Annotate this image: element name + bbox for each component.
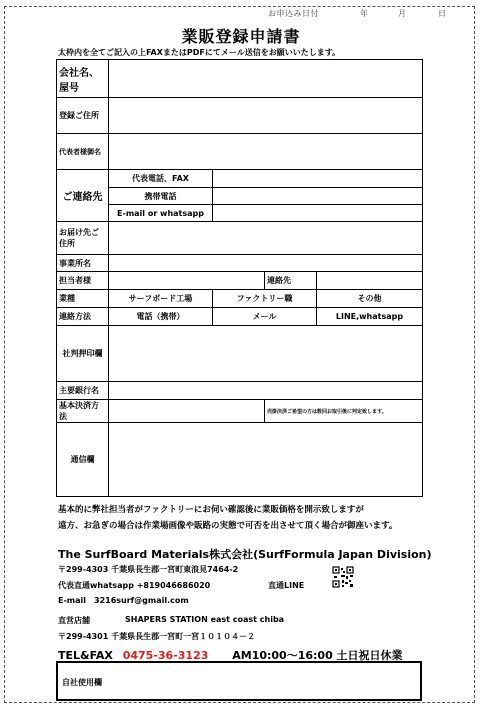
- contact-method-label: 連絡方法: [57, 308, 109, 326]
- company-seal-field[interactable]: [109, 326, 423, 382]
- date-label: お申込み日付: [268, 9, 319, 18]
- contact-method-line[interactable]: LINE,whatsapp: [317, 308, 423, 326]
- industry-label: 業種: [57, 290, 109, 308]
- company-name-field[interactable]: [109, 60, 423, 98]
- person-contact-field[interactable]: [317, 272, 423, 290]
- office-name-label: 事業所名: [57, 255, 109, 272]
- line-qr-code[interactable]: [332, 566, 354, 588]
- person-contact-label: 連絡先: [265, 272, 317, 290]
- application-form: [56, 59, 423, 497]
- payment-method-field[interactable]: [109, 400, 265, 423]
- representative-field[interactable]: [109, 134, 423, 170]
- main-bank-label: 主要銀行名: [57, 382, 109, 400]
- company-address: 〒299-4303 千葉県長生郡一宮町東浪見7464-2: [58, 565, 239, 574]
- notice-line-1: 基本的に弊社担当者がファクトリーにお伺い確認後に業販価格を開示致しますが: [58, 505, 364, 515]
- delivery-address-field[interactable]: [109, 222, 423, 255]
- company-email: E-mail 3216surf@gmail.com: [58, 596, 189, 605]
- store-label: 直営店舗: [58, 616, 90, 625]
- line-label: 直通LINE: [268, 581, 305, 590]
- page-title: 業販登録申請書: [181, 27, 301, 46]
- representative-label: 代表者様御名: [57, 134, 109, 170]
- person-in-charge-label: 担当者様: [57, 272, 109, 290]
- business-hours: AM10:00～16:00 土日祝日休業: [232, 649, 403, 662]
- main-phone-field[interactable]: [213, 170, 423, 188]
- delivery-address-label: お届け先ご 住所: [57, 222, 109, 255]
- contact-method-phone[interactable]: 電話（携帯）: [109, 308, 213, 326]
- month-label: 月: [398, 9, 407, 18]
- industry-option-other[interactable]: その他: [317, 290, 423, 308]
- year-label: 年: [360, 9, 369, 18]
- instructions: 太枠内を全てご記入の上FAXまたはPDFにてメール送信をお願いいたします。: [58, 48, 341, 57]
- contact-method-email[interactable]: メール: [213, 308, 317, 326]
- address-label: 登録ご住所: [57, 98, 109, 134]
- payment-method-label: 基本決済方法: [57, 400, 109, 423]
- inhouse-use-box: [56, 661, 422, 701]
- industry-option-board-factory[interactable]: サーフボード工場: [109, 290, 213, 308]
- email-field[interactable]: [213, 205, 423, 222]
- email-label: E-mail or whatsapp: [109, 205, 213, 222]
- address-field[interactable]: [109, 98, 423, 134]
- office-name-field[interactable]: [109, 255, 423, 272]
- communication-label: 通信欄: [57, 423, 109, 497]
- payment-note: 売掛決済ご希望の方は数回お取引後に判定致します。: [265, 400, 423, 423]
- tel-fax-number[interactable]: 0475-36-3123: [122, 649, 209, 662]
- industry-option-factory-worker[interactable]: ファクトリー職: [213, 290, 317, 308]
- inhouse-use-label: 自社使用欄: [62, 678, 102, 687]
- mobile-phone-label: 携帯電話: [109, 188, 213, 205]
- contact-label: ご連絡先: [57, 170, 109, 222]
- store-name: SHAPERS STATION east coast chiba: [125, 615, 285, 624]
- day-label: 日: [438, 9, 447, 18]
- person-in-charge-field[interactable]: [109, 272, 265, 290]
- main-bank-field[interactable]: [109, 382, 423, 400]
- communication-field[interactable]: [109, 423, 423, 497]
- company-name-label: 会社名、 屋号: [57, 60, 109, 98]
- company-name: The SurfBoard Materials株式会社(SurfFormula Japan Division): [58, 548, 432, 561]
- company-seal-label: 社判押印欄: [57, 326, 109, 382]
- tel-fax-label: TEL&FAX: [58, 649, 113, 662]
- mobile-phone-field[interactable]: [213, 188, 423, 205]
- whatsapp-number: 代表直通whatsapp +819046686020: [58, 581, 211, 590]
- store-address: 〒299-4301 千葉県長生郡一宮町一宮１０１０４－２: [58, 632, 256, 641]
- main-phone-label: 代表電話、FAX: [109, 170, 213, 188]
- notice-line-2: 遠方、お急ぎの場合は作業場画像や販路の実態で可否を出させて頂く場合が御座います。: [58, 521, 398, 531]
